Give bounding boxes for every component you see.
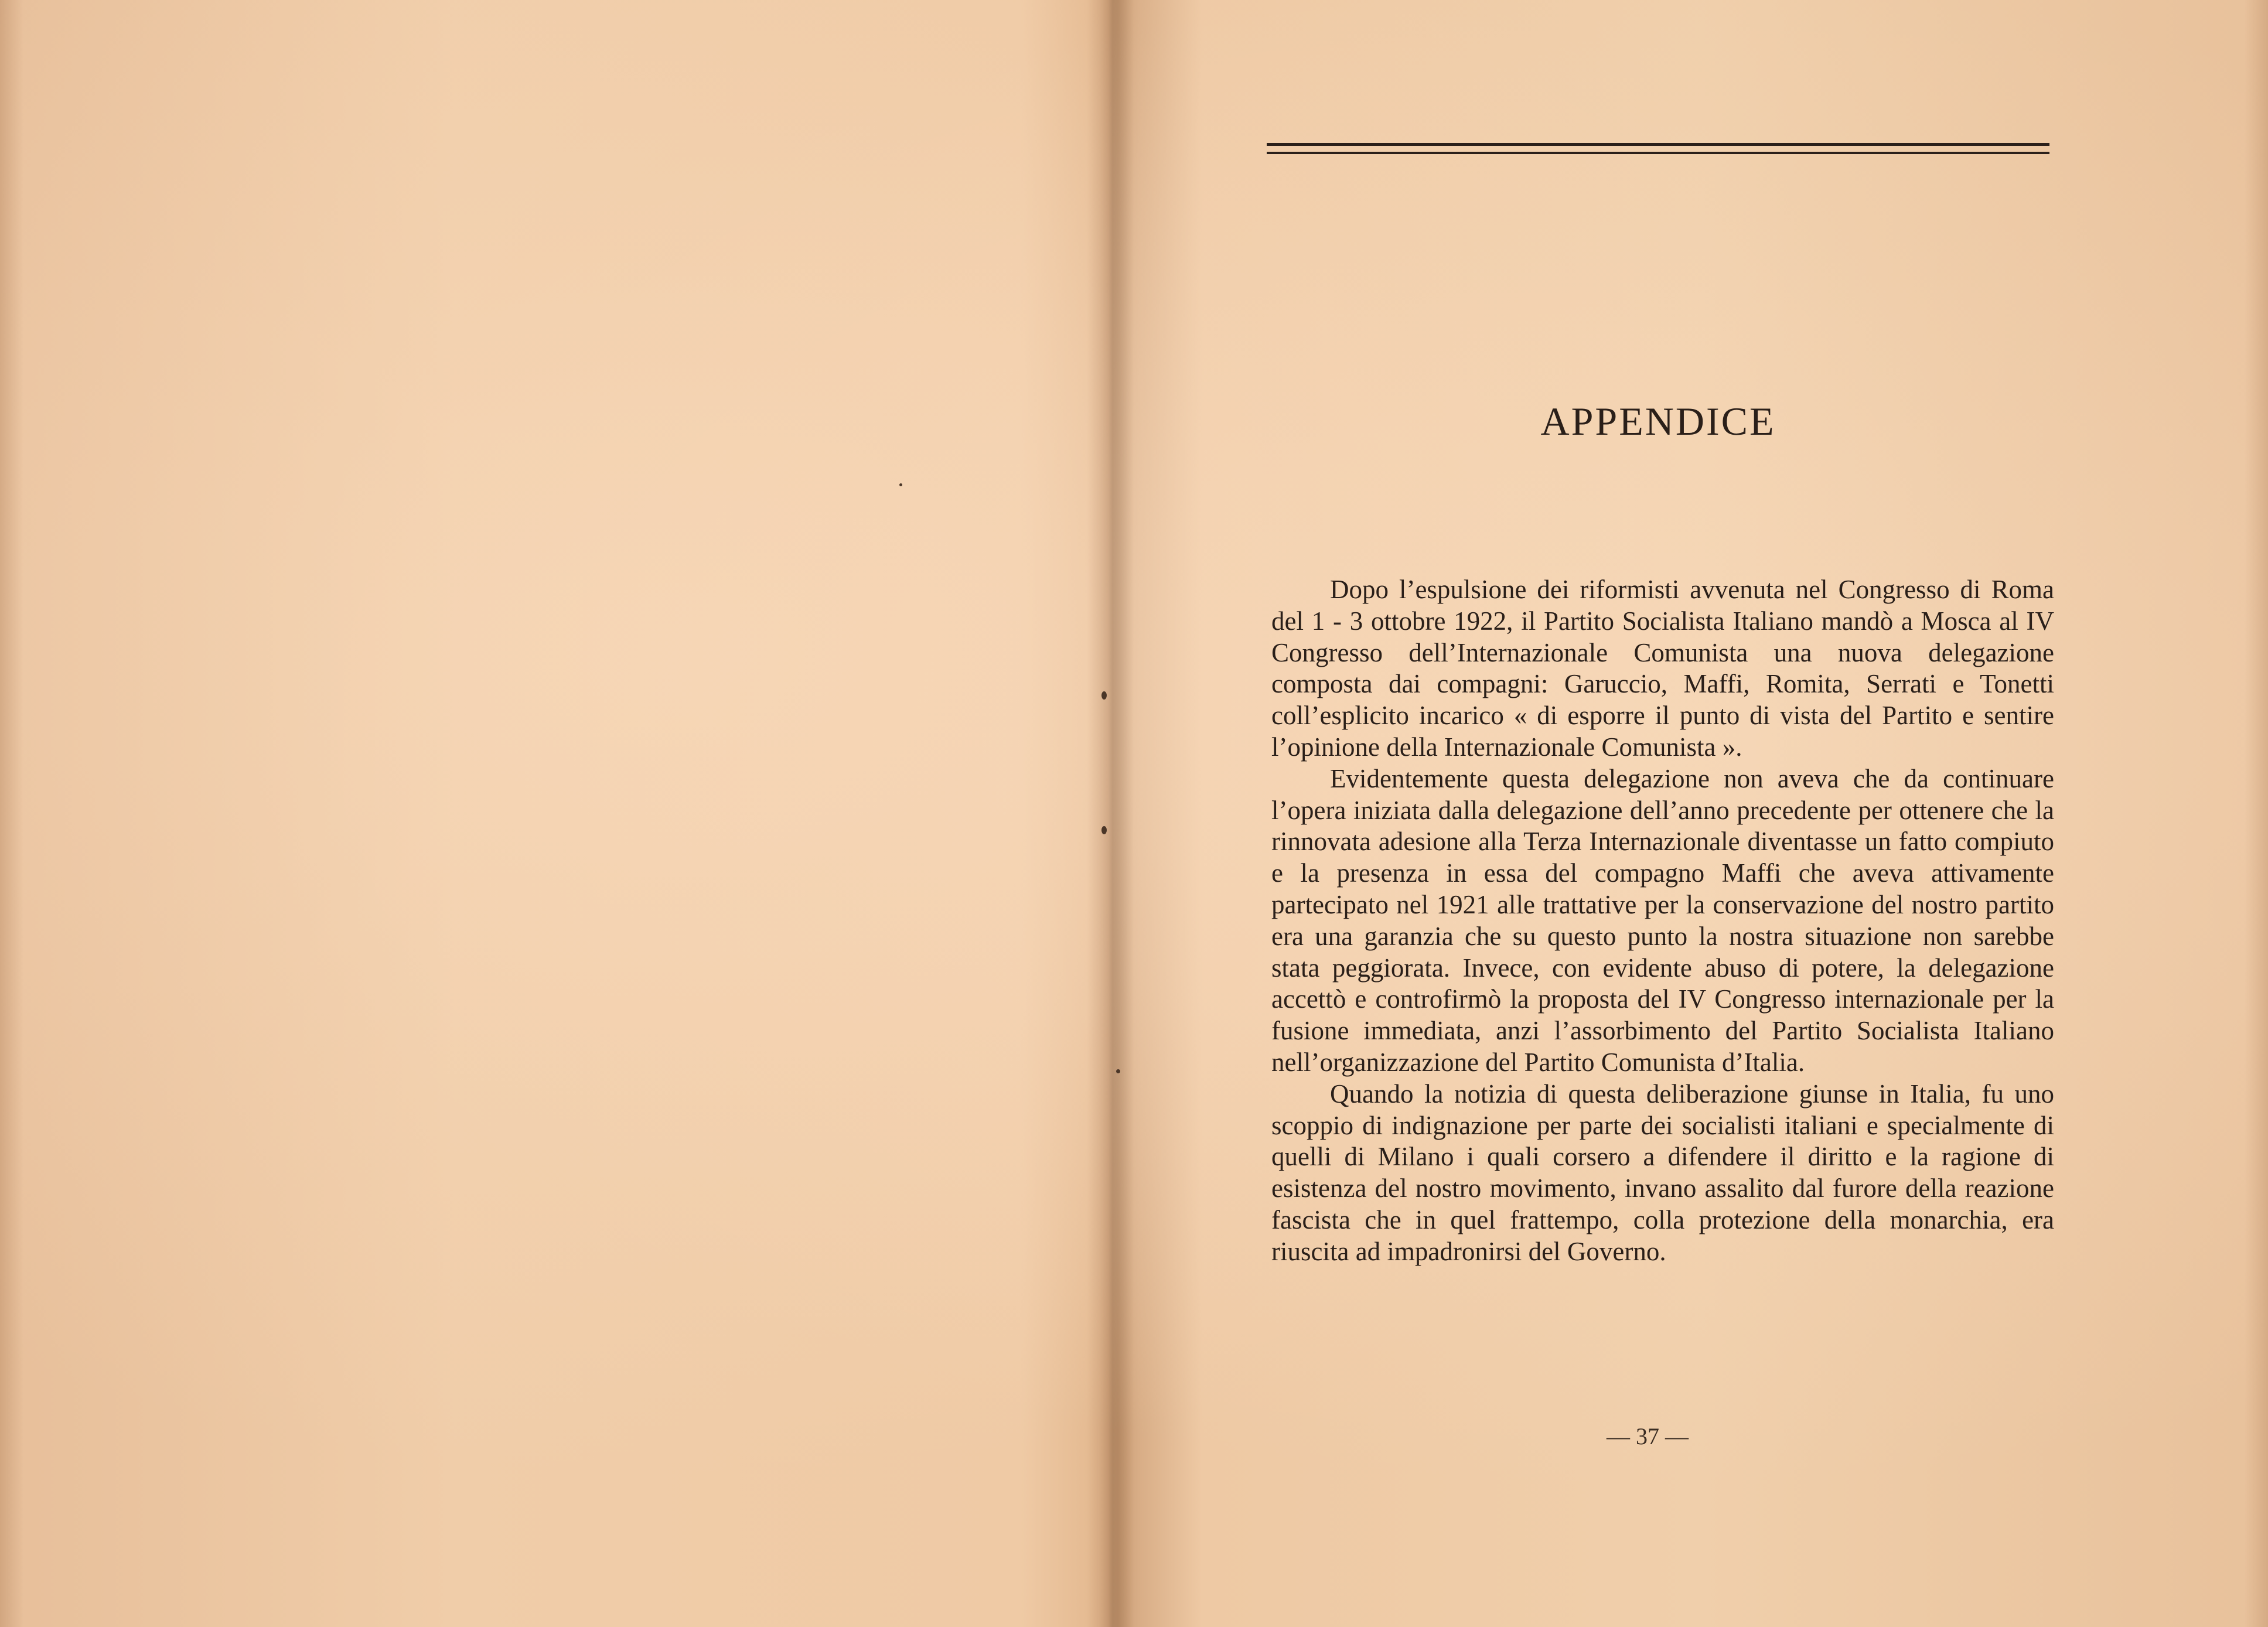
body-text: [1271, 574, 2054, 1268]
section-title: APPENDICE: [1540, 399, 1776, 444]
ink-speck: [1101, 691, 1107, 700]
ink-speck: [1101, 826, 1107, 834]
left-page-blank: [0, 0, 1107, 1627]
paragraph: Quando la notizia di questa deliberazione giunse in Italia, fu uno scoppio di indignazione per parte dei socialisti italiani e specialmente di quelli di Milano i quali corsero a difendere il diritto e la ragione di esistenza del nostro movimento, invano assalito dal furore della reazione fascista che in quel frattempo, colla protezione della monarchia, era riuscita ad impadronirsi del Governo.: [1271, 1079, 2054, 1266]
paragraph: Dopo l’espulsione dei riformisti avvenuta nel Congresso di Roma del 1 - 3 ottobre 1922, il Partito Socialista Italiano mandò a Mosca al IV Congresso dell’Internazionale Comunista una nuova delegazione composta dai compagni: Garuccio, Maffi, Romita, Serrati e Tonetti coll’esplicito incarico « di esporre il punto di vista del Partito e sentire l’opinione della Internazionale Comunista ».: [1271, 575, 2054, 762]
header-rule-thin: [1267, 152, 2049, 154]
paragraph: Evidentemente questa delegazione non aveva che da continuare l’opera iniziata dalla delegazione dell’anno precedente per ottenere che la rinnovata adesione alla Terza Internazionale diventasse un fatto compiuto e la presenza in essa del compagno Maffi che aveva attivamente partecipato nel 1921 alle trattative per la conservazione del nostro partito era una garanzia che su questo punto la nostra situazione non sarebbe stata peggiorata. Invece, con evidente abuso di potere, la delegazione accettò e controfirmò la proposta del IV Congresso internazionale per la fusione immediata, anzi l’assorbimento del Partito Socialista Italiano nell’organizzazione del Partito Comunista d’Italia.: [1271, 763, 2054, 1077]
ink-speck: [899, 483, 902, 486]
header-rule-thick: [1267, 143, 2049, 146]
page-number: — 37 —: [1607, 1423, 1689, 1449]
header-double-rule: [1267, 143, 2049, 157]
